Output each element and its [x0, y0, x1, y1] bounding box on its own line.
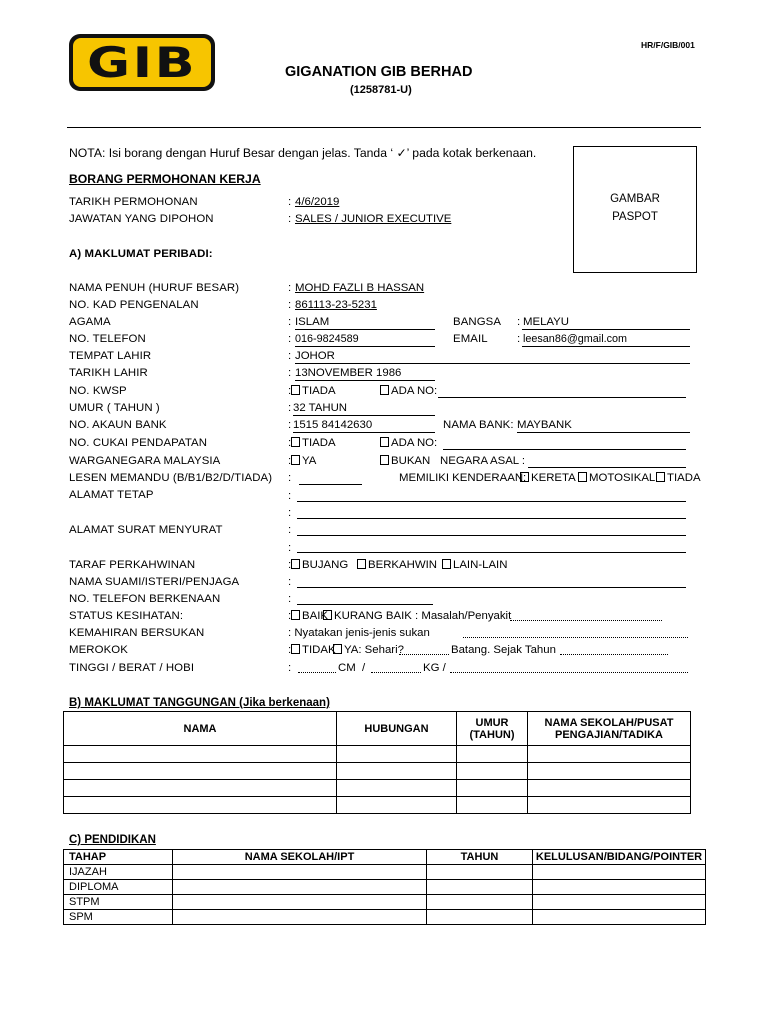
colon: : — [288, 402, 292, 414]
phone-value[interactable]: 016-9824589 — [295, 333, 359, 345]
col-nama: NAMA — [64, 712, 337, 746]
religion-value[interactable]: ISLAM — [295, 316, 330, 328]
company-name: GIGANATION GIB BERHAD — [285, 64, 473, 80]
opt-label: ADA NO: — [391, 437, 438, 449]
col-kelulusan: KELULUSAN/BIDANG/POINTER — [533, 850, 706, 865]
colon: : — [288, 472, 292, 484]
cm-label: CM — [338, 662, 356, 674]
colon: : — [288, 299, 292, 311]
bank-acc-label: NO. AKAUN BANK — [69, 419, 167, 431]
company-logo — [69, 34, 215, 91]
bank-name-line — [517, 432, 690, 433]
checkbox[interactable] — [291, 455, 300, 465]
race-value[interactable]: MELAYU — [523, 316, 569, 328]
checkbox[interactable] — [291, 437, 300, 447]
opt-label: KURANG BAIK : Masalah/Penyakit — [334, 610, 512, 622]
mail-address-line-2[interactable] — [297, 552, 686, 553]
checkbox[interactable] — [380, 455, 389, 465]
table-row[interactable] — [64, 880, 706, 895]
citizen-opt-bukan[interactable] — [380, 455, 430, 467]
date-label: TARIKH PERMOHONAN — [69, 196, 198, 208]
opt-label: YA — [302, 455, 317, 467]
age-value[interactable]: 32 TAHUN — [293, 402, 348, 414]
header-divider — [67, 127, 701, 128]
table-row[interactable] — [64, 780, 691, 797]
checkbox[interactable] — [323, 610, 332, 620]
kwsp-opt-ada[interactable] — [380, 385, 437, 397]
table-header-row — [64, 850, 706, 865]
health-label: STATUS KESIHATAN: — [69, 610, 184, 622]
colon: : — [288, 385, 292, 397]
colon: : — [288, 576, 292, 588]
checkbox[interactable] — [291, 385, 300, 395]
birthdate-value[interactable]: 13NOVEMBER 1986 — [295, 367, 402, 379]
level-stpm: STPM — [64, 895, 173, 910]
vehicle-label: MEMILIKI KENDERAAN: — [399, 472, 527, 484]
opt-label: TIADA — [302, 385, 336, 397]
colon: : — [288, 282, 292, 294]
colon: : — [288, 542, 292, 554]
marital-label: TARAF PERKAHWINAN — [69, 559, 196, 571]
smoke-opt-tidak[interactable] — [291, 644, 336, 656]
colon: : — [288, 367, 292, 379]
colon: : — [288, 437, 292, 449]
section-b-title: B) MAKLUMAT TANGGUNGAN (Jika berkenaan) — [69, 697, 330, 709]
opt-label: BAIK — [302, 610, 328, 622]
full-name-value[interactable]: MOHD FAZLI B HASSAN — [295, 282, 425, 294]
photo-label-1: GAMBAR — [610, 193, 660, 205]
section-a-title: A) MAKLUMAT PERIBADI: — [69, 248, 213, 260]
bank-name-value[interactable]: MAYBANK — [517, 419, 572, 431]
table-row[interactable] — [64, 910, 706, 925]
company-reg: (1258781-U) — [350, 84, 412, 96]
col-hubungan: HUBUNGAN — [337, 712, 457, 746]
email-label: EMAIL — [453, 333, 488, 345]
level-ijazah: IJAZAH — [64, 865, 173, 880]
section-c-title: C) PENDIDIKAN — [69, 834, 156, 846]
weight-dots[interactable] — [371, 672, 421, 673]
bank-acc-line — [293, 432, 435, 433]
sports-hint: : Nyatakan jenis-jenis sukan — [288, 627, 430, 639]
license-line — [299, 484, 362, 485]
religion-label: AGAMA — [69, 316, 111, 328]
rel-phone-label: NO. TELEFON BERKENAAN — [69, 593, 221, 605]
checkbox[interactable] — [442, 559, 451, 569]
opt-label: LAIN-LAIN — [453, 559, 508, 571]
colon: : — [288, 662, 292, 674]
table-row[interactable] — [64, 865, 706, 880]
table-row[interactable] — [64, 895, 706, 910]
health-dots[interactable] — [510, 620, 662, 621]
mail-address-line-1[interactable] — [297, 535, 686, 536]
col-tahap: TAHAP — [64, 850, 173, 865]
checkbox[interactable] — [380, 437, 389, 447]
vehicle-opt-kereta[interactable] — [520, 472, 576, 484]
colon: : — [288, 524, 292, 536]
colon: : — [288, 333, 292, 345]
checkbox[interactable] — [520, 472, 529, 482]
photo-box[interactable] — [573, 146, 697, 273]
col-umur: UMUR (TAHUN) — [457, 712, 528, 746]
email-line — [522, 346, 690, 347]
license-label: LESEN MEMANDU (B/B1/B2/D/TIADA) — [69, 472, 273, 484]
kg-label: KG / — [423, 662, 446, 674]
smoke-label: MEROKOK — [69, 644, 128, 656]
education-table — [63, 849, 706, 925]
citizen-label: WARGANEGARA MALAYSIA — [69, 455, 221, 467]
opt-label: MOTOSIKAL — [589, 472, 656, 484]
colon: : — [288, 610, 292, 622]
smoke-per-day-dots[interactable] — [399, 654, 449, 655]
kwsp-opt-tiada[interactable] — [291, 385, 336, 397]
checkbox[interactable] — [291, 610, 300, 620]
opt-label: KERETA — [531, 472, 576, 484]
checkbox[interactable] — [291, 644, 300, 654]
birthplace-value[interactable]: JOHOR — [295, 350, 335, 362]
tax-opt-ada[interactable] — [380, 437, 437, 449]
colon: : — [288, 350, 292, 362]
logo-text: GIB — [86, 38, 198, 87]
health-opt-kurang[interactable] — [323, 610, 511, 622]
position-value[interactable]: SALES / JUNIOR EXECUTIVE — [295, 213, 452, 225]
bank-acc-value[interactable]: 1515 84142630 — [293, 419, 373, 431]
race-label: BANGSA — [453, 316, 502, 328]
ic-value[interactable]: 861113-23-5231 — [295, 299, 377, 311]
birthdate-line — [295, 380, 435, 381]
colon: : — [288, 559, 292, 571]
spouse-line[interactable] — [297, 587, 686, 588]
age-label: UMUR ( TAHUN ) — [69, 402, 160, 414]
date-colon: : — [288, 196, 292, 208]
marital-opt-bujang[interactable] — [291, 559, 348, 571]
position-label: JAWATAN YANG DIPOHON — [69, 213, 214, 225]
origin-label: NEGARA ASAL : — [440, 455, 526, 467]
colon: : — [517, 316, 521, 328]
level-diploma: DIPLOMA — [64, 880, 173, 895]
marital-opt-berkahwin[interactable] — [357, 559, 437, 571]
race-line — [522, 329, 690, 330]
vehicle-opt-tiada[interactable] — [656, 472, 701, 484]
form-code: HR/F/GIB/001 — [641, 40, 695, 50]
colon: : — [288, 490, 292, 502]
citizen-opt-ya[interactable] — [291, 455, 316, 467]
table-row[interactable] — [64, 797, 691, 814]
email-value[interactable]: leesan86@gmail.com — [523, 333, 627, 345]
date-value[interactable]: 4/6/2019 — [295, 196, 340, 208]
table-row[interactable] — [64, 763, 691, 780]
smoke-batang: Batang. Sejak Tahun — [451, 644, 556, 656]
checkbox[interactable] — [333, 644, 342, 654]
col-sekolah-ipt: NAMA SEKOLAH/IPT — [173, 850, 427, 865]
smoke-opt-ya[interactable] — [333, 644, 404, 656]
checkbox[interactable] — [291, 559, 300, 569]
ic-label: NO. KAD PENGENALAN — [69, 299, 199, 311]
col-sekolah: NAMA SEKOLAH/PUSAT PENGAJIAN/TADIKA — [528, 712, 691, 746]
opt-label: BUKAN — [391, 455, 431, 467]
form-title: BORANG PERMOHONAN KERJA — [69, 172, 261, 186]
phone-label: NO. TELEFON — [69, 333, 146, 345]
col-tahun: TAHUN — [427, 850, 533, 865]
birthdate-label: TARIKH LAHIR — [69, 367, 148, 379]
birthplace-label: TEMPAT LAHIR — [69, 350, 152, 362]
tax-line — [443, 449, 686, 450]
sports-label: KEMAHIRAN BERSUKAN — [69, 627, 205, 639]
colon: : — [288, 507, 292, 519]
level-spm: SPM — [64, 910, 173, 925]
table-row[interactable] — [64, 746, 691, 763]
birthplace-line — [295, 363, 690, 364]
checkbox[interactable] — [578, 472, 587, 482]
tax-label: NO. CUKAI PENDAPATAN — [69, 437, 208, 449]
opt-label: YA: Sehari? — [344, 644, 404, 656]
opt-label: BERKAHWIN — [368, 559, 437, 571]
colon: : — [288, 593, 292, 605]
rel-phone-line[interactable] — [297, 604, 433, 605]
address-label: ALAMAT TETAP — [69, 489, 154, 501]
hobby-dots[interactable] — [450, 672, 688, 673]
tax-opt-tiada[interactable] — [291, 437, 336, 449]
marital-opt-lain[interactable] — [442, 559, 507, 571]
table-header-row — [64, 712, 691, 746]
colon: : — [288, 455, 292, 467]
full-name-label: NAMA PENUH (HURUF BESAR) — [69, 282, 240, 294]
opt-label: TIDAK — [302, 644, 336, 656]
colon: : — [288, 419, 292, 431]
checkbox[interactable] — [656, 472, 665, 482]
position-colon: : — [288, 213, 292, 225]
photo-label-2: PASPOT — [612, 211, 658, 223]
colon: : — [517, 333, 521, 345]
opt-label: TIADA — [302, 437, 336, 449]
smoke-year-dots[interactable] — [560, 654, 668, 655]
checkbox[interactable] — [380, 385, 389, 395]
origin-line — [528, 467, 686, 468]
address-line-2[interactable] — [297, 518, 686, 519]
dependents-table — [63, 711, 691, 814]
note-text: NOTA: Isi borang dengan Huruf Besar dengan jelas. Tanda ‘ ✓’ pada kotak berkenaan. — [69, 146, 537, 160]
kwsp-line — [438, 397, 686, 398]
opt-label: ADA NO: — [391, 385, 438, 397]
age-line — [293, 415, 435, 416]
sports-dots[interactable] — [463, 637, 688, 638]
height-dots[interactable] — [298, 672, 336, 673]
tinggi-label: TINGGI / BERAT / HOBI — [69, 662, 195, 674]
address-line-1[interactable] — [297, 501, 686, 502]
mail-address-label: ALAMAT SURAT MENYURAT — [69, 524, 223, 536]
spouse-label: NAMA SUAMI/ISTERI/PENJAGA — [69, 576, 240, 588]
religion-line — [295, 329, 435, 330]
opt-label: BUJANG — [302, 559, 349, 571]
kwsp-label: NO. KWSP — [69, 385, 127, 397]
checkbox[interactable] — [357, 559, 366, 569]
vehicle-opt-motosikal[interactable] — [578, 472, 655, 484]
bank-name-label: NAMA BANK: — [443, 419, 514, 431]
colon: : — [288, 644, 292, 656]
colon: : — [288, 316, 292, 328]
phone-line — [295, 346, 435, 347]
opt-label: TIADA — [667, 472, 701, 484]
